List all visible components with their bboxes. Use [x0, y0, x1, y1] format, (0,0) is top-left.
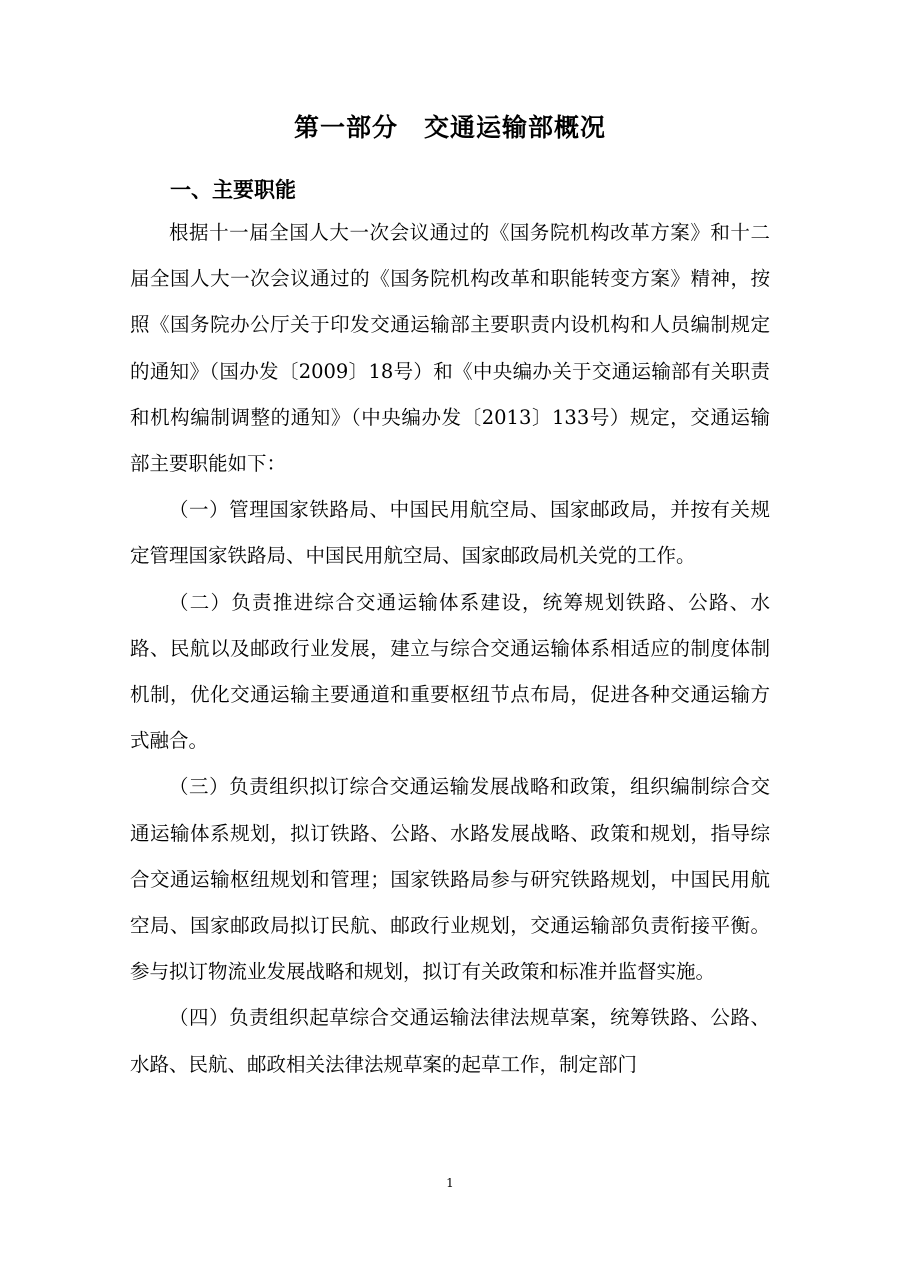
page-number: 1	[446, 1176, 454, 1190]
section-heading: 一、主要职能	[170, 178, 296, 202]
paragraph-item-3: （三）负责组织拟订综合交通运输发展战略和政策，组织编制综合交通运输体系规划，拟订铁路、公路、水路发展战略、政策和规划，指导综合交通运输枢纽规划和管理；国家铁路局参与研究铁路规划，中国民用航空局、国家邮政局拟订民航、邮政行业规划，交通运输部负责衔接平衡。参与拟订物流业发展战略和规划，拟订有关政策和标准并监督实施。	[130, 775, 770, 984]
document-body	[130, 210, 770, 1088]
paragraph-item-1: （一）管理国家铁路局、中国民用航空局、国家邮政局，并按有关规定管理国家铁路局、中国民用航空局、国家邮政局机关党的工作。	[130, 498, 770, 568]
paragraph-intro: 根据十一届全国人大一次会议通过的《国务院机构改革方案》和十二届全国人大一次会议通过的《国务院机构改革和职能转变方案》精神，按照《国务院办公厅关于印发交通运输部主要职责内设机构和人员编制规定的通知》（国办发〔2009〕18号）和《中央编办关于交通运输部有关职责和机构编制调整的通知》（中央编办发〔2013〕133号）规定，交通运输部主要职能如下：	[130, 221, 770, 476]
document-title: 第一部分 交通运输部概况	[293, 113, 606, 142]
paragraph-item-2: （二）负责推进综合交通运输体系建设，统筹规划铁路、公路、水路、民航以及邮政行业发展，建立与综合交通运输体系相适应的制度体制机制，优化交通运输主要通道和重要枢纽节点布局，促进各种交通运输方式融合。	[130, 590, 770, 753]
paragraph-item-4: （四）负责组织起草综合交通运输法律法规草案，统筹铁路、公路、水路、民航、邮政相关法律法规草案的起草工作，制定部门	[130, 1006, 770, 1076]
